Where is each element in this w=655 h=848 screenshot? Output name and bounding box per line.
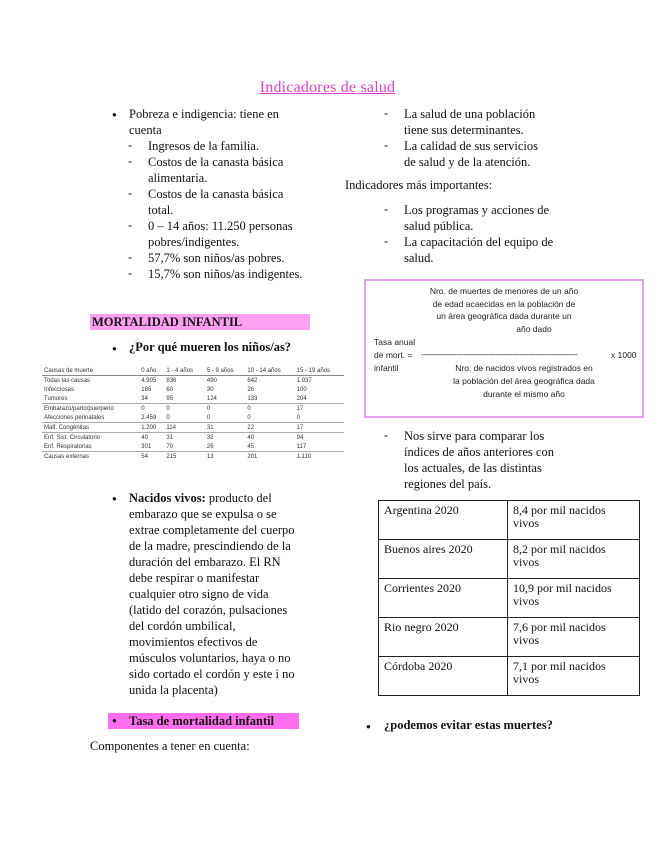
table-cell: Infecciosas [44,386,75,393]
table-cell: Malf. Congénitas [42,423,139,433]
table-cell: 0 [166,414,170,421]
formula-denominator [406,362,642,401]
table-header-cell: Causas de muerte [42,366,139,376]
table-cell: 301 [141,443,152,450]
table-cell: Corrientes 2020 [379,579,508,618]
table-cell: 0 [296,414,301,421]
poverty-item-line: alimentaria. [148,171,208,185]
table-cell: Enf. Respiratorias [44,443,92,450]
table-cell: 10,9 por mil nacidos vivos [508,579,640,618]
health-item [384,138,584,170]
table-row [42,376,344,386]
table-cell: 100 [296,386,307,393]
health-item [384,106,584,138]
dash-icon: - [384,234,389,248]
live-births-line: embarazo que se expulsa o se [129,507,277,521]
table-cell: 1.200 [139,423,164,433]
table-cell: 0 [205,404,246,414]
live-births-line: sido cortado el cordón y este i no [129,667,295,681]
table-cell: 0 [139,404,164,414]
poverty-item [112,250,312,266]
formula-label-line: Tasa anual [374,337,416,347]
compare-section [384,428,584,492]
formula-numerator-line: de edad acaecidas en la población de [432,298,576,309]
table-header-cell: 1 - 4 años [164,366,205,376]
compare-item-line: los actuales, de las distintas [404,461,542,475]
table-cell: 30 [206,386,214,393]
bullet-icon: ● [112,716,117,725]
avoid-question-item [366,718,553,733]
poverty-item-line: total. [148,203,174,217]
health-item-line: La calidad de sus servicios [404,139,538,153]
table-header-row [42,366,344,376]
bullet-icon: ● [112,110,117,119]
formula-label-line: infantil [374,363,399,373]
live-births-line: del cordón umbilical, [129,619,236,633]
table-cell: 40 [245,433,294,443]
table-cell: Rio negro 2020 [379,618,508,657]
poverty-item [112,218,312,250]
compare-item [384,428,584,492]
table-cell: 4.905 [141,377,157,384]
table-cell: 45 [247,443,255,450]
causes-table-figure [42,366,344,461]
table-cell: 185 [141,386,152,393]
table-header-cell: 0 año [139,366,164,376]
rates-table [378,500,640,696]
why-question: ¿Por qué mueren los niños/as? [129,340,292,354]
table-cell: 201 [245,452,294,462]
poverty-item [112,138,312,154]
dash-icon: - [128,266,133,280]
table-cell: 70 [166,443,174,450]
dash-icon: - [384,138,389,152]
poverty-item-line: Costos de la canasta básica [148,155,284,169]
health-item-line: de salud y de la atención. [404,155,531,169]
formula-numerator-line: año dado [516,323,552,334]
table-cell: 34 [141,395,148,402]
table-row [379,540,640,579]
mortality-rate-formula [364,279,644,418]
table-cell: 32 [205,433,246,443]
health-section [384,106,584,170]
indicators-heading: Indicadores más importantes: [345,178,493,192]
table-row [379,657,640,696]
table-cell: 490 [206,377,217,384]
live-births-line: músculos voluntarios, haya o no [129,651,291,665]
table-cell: 95 [166,395,174,402]
table-row [42,423,344,433]
table-cell: 7,6 por mil nacidos vivos [508,618,640,657]
dash-icon: - [128,186,133,200]
poverty-lead-line: cuenta [129,123,162,137]
indicator-item-line: Los programas y acciones de [404,203,550,217]
formula-label-line: de mort. = [374,350,413,360]
formula-denominator-line: durante el mismo año [483,389,565,399]
table-row [42,433,344,443]
indicator-item [384,234,584,266]
live-births-text: producto del [205,491,272,505]
table-cell: Causas externas [42,452,139,462]
rate-heading-item [108,713,299,729]
dash-icon: - [384,106,389,120]
table-cell: 8,2 por mil nacidos vivos [508,540,640,579]
table-cell: 1.937 [296,377,312,384]
live-births-line: de la madre, prescindiendo de la [129,539,291,553]
table-cell: 94 [295,433,344,443]
table-cell: 0 [247,414,251,421]
indicator-item-line: salud pública. [404,219,474,233]
dash-icon: - [384,428,389,442]
table-row [42,442,344,452]
table-cell: 114 [164,423,205,433]
poverty-section [112,106,312,282]
avoid-question: ¿podemos evitar estas muertes? [384,718,553,732]
poverty-item-line: 57,7% son niños/as pobres. [148,251,285,265]
table-row [42,413,344,423]
poverty-item [112,154,312,186]
table-cell: 1.110 [295,452,344,462]
bullet-icon: ● [366,722,371,731]
table-cell: Tumores [44,395,68,402]
table-cell: 204 [296,395,307,402]
why-question-item [112,340,291,355]
table-row [42,404,344,414]
live-births-line: debe respirar o manifestar [129,571,260,585]
live-births-line: cualquier otro signo de vida [129,587,269,601]
live-births-line: extrae completamente del cuerpo [129,523,295,537]
table-header-cell: 10 - 14 años [245,366,294,376]
dash-icon: - [384,202,389,216]
poverty-item-line: pobres/indigentes. [148,235,240,249]
fraction-bar: ------------------------------------------------------------------- [421,349,578,359]
dash-icon: - [128,154,133,168]
table-cell: Enf. Sist. Circulatorio [42,433,139,443]
indicator-item-line: salud. [404,251,434,265]
table-cell: Córdoba 2020 [379,657,508,696]
bullet-icon: ● [112,494,117,503]
health-item-line: tiene sus determinantes. [404,123,524,137]
indicators-section [384,202,584,266]
table-cell: 17 [295,404,344,414]
table-cell: 0 [245,404,294,414]
table-row [42,452,344,462]
poverty-item-line: Ingresos de la familia. [148,139,260,153]
table-cell: 40 [139,433,164,443]
table-cell: Afecciones perinatales [44,414,105,421]
table-cell: Buenos aires 2020 [379,540,508,579]
table-cell: 117 [296,443,307,450]
health-item-line: La salud de una población [404,107,536,121]
table-row [379,618,640,657]
dash-icon: - [128,250,133,264]
table-cell: Argentina 2020 [379,501,508,540]
table-cell: 60 [166,386,174,393]
table-row [42,385,344,394]
live-births-item [112,490,339,698]
table-cell: 215 [164,452,205,462]
table-cell: 22 [245,423,294,433]
table-cell: 642 [247,377,258,384]
table-header-cell: 5 - 9 años [205,366,246,376]
table-cell: Embarazo/parto/puerperio [42,404,139,414]
poverty-item-line: Costos de la canasta básica [148,187,284,201]
table-cell: 2.459 [141,414,157,421]
table-cell: 26 [206,443,214,450]
compare-item-line: regiones del país. [404,477,492,491]
components-text: Componentes a tener en cuenta: [90,739,250,753]
formula-denominator-line: la población del área geográfica dada [453,376,595,386]
causes-table [42,366,344,461]
indicator-item [384,202,584,234]
indicator-item-line: La capacitación del equipo de [404,235,554,249]
page-title: Indicadores de salud [259,79,396,96]
table-row [42,394,344,404]
table-cell: 0 [206,414,211,421]
poverty-item [112,266,312,282]
live-births-line: (latido del corazón, pulsaciones [129,603,288,617]
dash-icon: - [128,138,133,152]
formula-denominator-line: Nro. de nacidos vivos registrados en [455,363,593,373]
table-cell: 17 [295,423,344,433]
table-cell: 54 [139,452,164,462]
table-header-cell: 15 - 19 años [295,366,344,376]
table-cell: 133 [247,395,258,402]
rate-heading: Tasa de mortalidad infantil [129,714,275,728]
mortality-heading: MORTALIDAD INFANTIL [90,314,310,330]
poverty-item-line: 15,7% son niños/as indigentes. [148,267,303,281]
compare-item-line: Nos sirve para comparar los [404,429,545,443]
table-cell: 8,4 por mil nacidos vivos [508,501,640,540]
compare-item-line: índices de años anteriores con [404,445,554,459]
table-cell: 31 [164,433,205,443]
table-row [379,501,640,540]
bullet-icon: ● [112,344,117,353]
formula-numerator-line: un área geográfica dada durante un [436,311,572,321]
dash-icon: - [128,218,133,232]
table-row [379,579,640,618]
table-cell: 31 [205,423,246,433]
live-births-line: movimientos efectivos de [129,635,258,649]
table-cell: 26 [247,386,255,393]
table-cell: 13 [205,452,246,462]
table-cell: 0 [164,404,205,414]
live-births-line [129,490,339,506]
live-births-line: unida la placenta) [129,683,218,697]
table-cell: 836 [166,377,177,384]
poverty-lead-line: Pobreza e indigencia: tiene en [129,107,279,121]
formula-multiplier: x 1000 [611,350,637,360]
live-births-line: duración del embarazo. El RN [129,555,281,569]
formula-numerator-line: Nro. de muertes de menores de un año [429,286,579,296]
poverty-item [112,186,312,218]
table-cell: Todas las causas [44,377,91,384]
live-births-term: Nacidos vivos: [129,491,206,505]
formula-numerator [366,285,642,335]
table-cell: 7,1 por mil nacidos vivos [508,657,640,696]
poverty-item-line: 0 – 14 años: 11.250 personas [148,219,293,233]
table-cell: 124 [206,395,217,402]
